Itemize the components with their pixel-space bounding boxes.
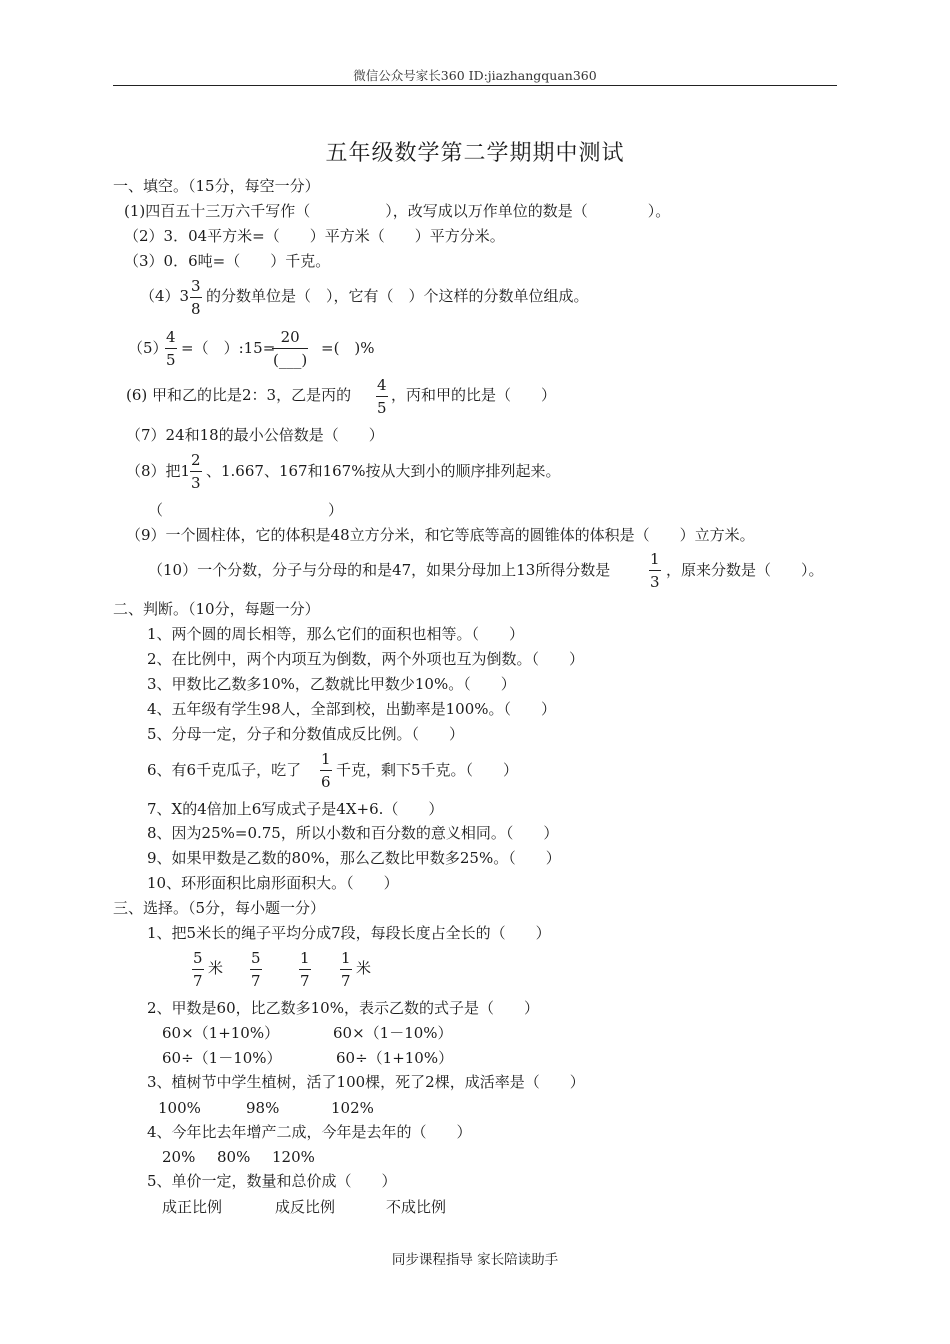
s3-q1-text: 1、把5米长的绳子平均分成7段，每段长度占全长的（ ） [147,924,551,942]
s1-q5-fraction-a [165,328,177,369]
s1-q6-fraction [376,376,388,417]
s1-q1: (1)四百五十三万六千写作（ ），改写成以万作单位的数是（ ）。 [124,202,671,220]
fraction-denominator: 7 [192,969,204,990]
section3-heading: 三、选择。（5分，每小题一分） [113,899,326,917]
s1-q8-prefix: （8）把1 [126,462,191,480]
fraction-numerator: 5 [193,949,203,967]
page-header: 微信公众号家长360 ID:jiazhangquan360 [353,68,597,83]
s1-q5-fraction-b [272,328,308,369]
s2-item1: 1、两个圆的周长相等，那么它们的面积也相等。（ ） [147,625,525,643]
s1-q6-prefix: (6) 甲和乙的比是2：3，乙是丙的 [126,386,352,404]
fraction-denominator: 7 [299,969,311,990]
s3-q3-option3: 102% [331,1099,374,1117]
s1-q2: （2）3．04平方米=（ ）平方米（ ）平方分米。 [124,227,505,245]
fraction-denominator: 5 [376,396,388,417]
s1-q7: （7）24和18的最小公倍数是（ ） [126,426,384,444]
fraction-numerator: 3 [191,277,201,295]
s3-q4-option1: 20% [162,1148,196,1166]
fraction-denominator: 5 [165,348,177,369]
s3-q4-text: 4、今年比去年增产二成，今年是去年的（ ） [147,1123,472,1141]
s1-q8-fraction [190,451,202,492]
s1-q5-middle: =（ ）:15= [181,339,276,357]
fraction-numerator: 1 [341,949,351,967]
page-title: 五年级数学第二学期期中测试 [325,141,625,166]
fraction-denominator: 3 [649,570,661,591]
s3-q2-option3: 60÷（1－10%） [162,1049,282,1067]
fraction-denominator: 7 [340,969,352,990]
s3-q5-text: 5、单价一定，数量和总价成（ ） [147,1172,397,1190]
s2-item5: 5、分母一定，分子和分数值成反比例。（ ） [147,725,465,743]
page-footer: 同步课程指导 家长陪读助手 [391,1252,559,1268]
s2-item3: 3、甲数比乙数多10%，乙数就比甲数少10%。（ ） [147,675,516,693]
s3-q3-option1: 100% [158,1099,201,1117]
s3-q4-option2: 80% [217,1148,251,1166]
s2-item6-suffix: 千克，剩下5千克。（ ） [336,761,519,779]
fraction-denominator: (___) [272,348,308,369]
s3-q3-option2: 98% [246,1099,280,1117]
s2-item8: 8、因为25%=0.75，所以小数和百分数的意义相同。（ ） [147,824,559,842]
s1-q4-fraction [190,277,202,318]
s1-q5-prefix: （5） [128,339,168,357]
fraction-denominator: 7 [250,969,262,990]
s2-item7: 7、X的4倍加上6写成式子是4X+6.（ ） [147,800,444,818]
s2-item6-fraction [320,750,332,791]
s3-q1-option3-fraction [299,949,311,990]
s3-q5-option2: 成反比例 [275,1198,336,1216]
s1-q6-suffix: ，丙和甲的比是（ ） [391,386,557,404]
fraction-denominator: 6 [320,770,332,791]
s2-item2: 2、在比例中，两个内项互为倒数，两个外项也互为倒数。（ ） [147,650,585,668]
s1-q4-prefix: （4）3 [140,287,190,305]
fraction-numerator: 5 [251,949,261,967]
fraction-numerator: 20 [280,328,300,346]
s3-q3-text: 3、植树节中学生植树，活了100棵，死了2棵，成活率是（ ） [147,1073,585,1091]
s3-q1-option2-fraction [250,949,262,990]
s3-q1-option4-fraction [340,949,352,990]
fraction-numerator: 1 [650,550,660,568]
fraction-numerator: 2 [191,451,201,469]
s3-q2-text: 2、甲数是60，比乙数多10%，表示乙数的式子是（ ） [147,999,539,1017]
s1-q3: （3）0．6吨=（ ）千克。 [124,252,331,270]
s3-q5-option3: 不成比例 [386,1198,447,1216]
s3-q4-option3: 120% [272,1148,315,1166]
fraction-denominator: 3 [190,471,202,492]
header-divider [113,85,837,86]
section2-heading: 二、判断。（10分，每题一分） [113,600,320,618]
s3-q1-option1-fraction [192,949,204,990]
s2-item10: 10、环形面积比扇形面积大。（ ） [147,874,399,892]
fraction-numerator: 1 [321,750,331,768]
s2-item4: 4、五年级有学生98人，全部到校，出勤率是100%。（ ） [147,700,557,718]
s3-q2-option1: 60×（1+10%） [162,1024,280,1042]
s1-q4-suffix: 的分数单位是（ ），它有（ ）个这样的分数单位组成。 [206,287,589,305]
s1-q5-suffix: =( )% [321,339,375,357]
s1-q8-answer: （ ） [148,501,344,519]
fraction-numerator: 4 [166,328,176,346]
s2-item6-prefix: 6、有6千克瓜子，吃了 [147,761,302,779]
fraction-numerator: 4 [377,376,387,394]
s1-q8-suffix: 、1.667、167和167%按从大到小的顺序排列起来。 [206,462,561,480]
s3-q2-option2: 60×（1－10%） [333,1024,453,1042]
s1-q10-fraction [649,550,661,591]
s1-q10-suffix: ，原来分数是（ ）。 [666,561,824,579]
section1-heading: 一、填空。（15分，每空一分） [113,177,320,195]
s3-q1-option1-unit: 米 [208,959,224,977]
s2-item9: 9、如果甲数是乙数的80%，那么乙数比甲数多25%。（ ） [147,849,561,867]
fraction-numerator: 1 [300,949,310,967]
s3-q1-option4-unit: 米 [356,959,372,977]
s3-q2-option4: 60÷（1+10%） [336,1049,454,1067]
s1-q10-prefix: （10）一个分数，分子与分母的和是47，如果分母加上13所得分数是 [148,561,611,579]
s3-q5-option1: 成正比例 [162,1198,223,1216]
s1-q9: （9）一个圆柱体，它的体积是48立方分米，和它等底等高的圆锥体的体积是（ ）立方米。 [126,526,755,544]
fraction-denominator: 8 [190,297,202,318]
